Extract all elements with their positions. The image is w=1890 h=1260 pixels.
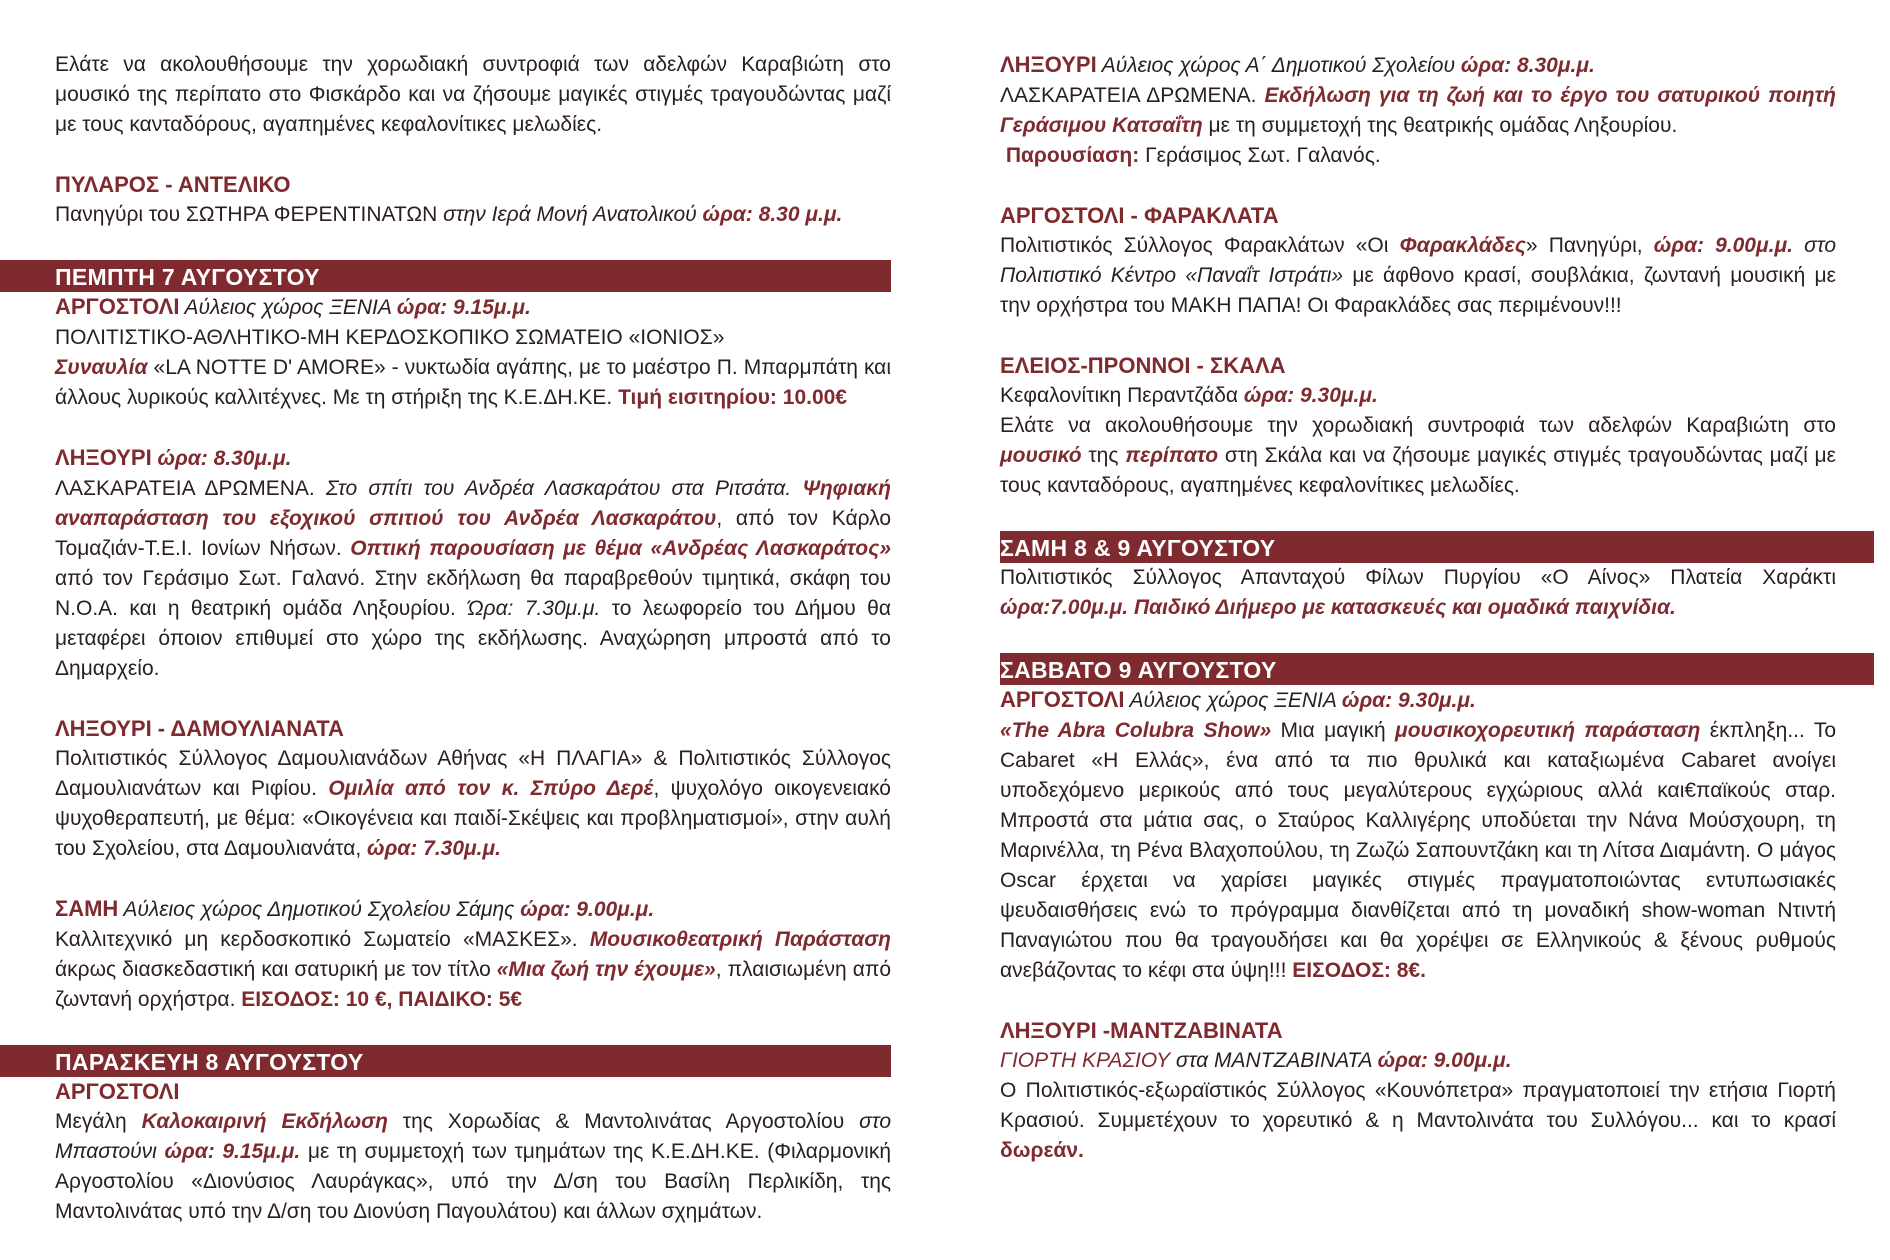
event-description: Καλλιτεχνικό μη κερδοσκοπικό Σωματείο «ΜΑΣΚΕΣ». Μουσικοθεατρική Παράσταση άκρως διασκεδαστική και σατυρική με τον τίτλο «Μια ζωή την έχουμε», πλαισιωμένη από ζωντανή ορχήστρα. ΕΙΣΟΔΟΣ: 10 €, ΠΑΙΔΙΚΟ: 5€ <box>55 928 892 1011</box>
event-description: ΛΑΣΚΑΡΑΤΕΙΑ ΔΡΩΜΕΝΑ. Εκδήλωση για τη ζωή και το έργο του σατυρικού ποιητή Γεράσιμου Κατσαΐτη με τη συμμετοχή της θεατρικής ομάδας Ληξουρίου. <box>1000 84 1836 137</box>
event-subtitle: ΓΙΟΡΤΗ ΚΡΑΣΙΟΥ στα ΜΑΝΤΖΑΒΙΝΑΤΑ ώρα: 9.00μ.μ. <box>1000 1049 1512 1072</box>
event-presenter: Παρουσίαση: Γεράσιμος Σωτ. Γαλανός. <box>1005 144 1381 167</box>
event-argostoli-choir <box>55 1077 891 1227</box>
event-description: ΛΑΣΚΑΡΑΤΕΙΑ ΔΡΩΜΕΝΑ. Στο σπίτι του Ανδρέα Λασκαράτου στα Ριτσάτα. Ψηφιακή αναπαράσταση του εξοχικού σπιτιού του Ανδρέα Λασκαράτου, από τον Κάρλο Τομαζιάν-Τ.Ε.Ι. Ιονίων Νήσων. Οπτική παρουσίαση με θέμα «Ανδρέας Λασκαράτος» από τον Γεράσιμο Σωτ. Γαλανό. Στην εκδήλωση θα παραβρεθούν τιμητικά, σκάφη του Ν.Ο.Α. και η θεατρική ομάδα Ληξουρίου. Ώρα: 7.30μ.μ. το λεωφορείο του Δήμου θα μεταφέρει όποιον επιθυμεί στο χώρο της εκδήλωσης. Αναχώρηση μπροστά από το Δημαρχείο. <box>55 477 892 680</box>
event-lixouri-damoulianata <box>55 714 891 864</box>
event-heading-line: ΣΑΜΗ Αύλειος χώρος Δημοτικού Σχολείου Σάμης ώρα: 9.00μ.μ. <box>55 896 655 921</box>
event-description: Ελάτε να ακολουθήσουμε την χορωδιακή συντροφιά των αδελφών Καραβιώτη στο μουσικό της περίπατο στη Σκάλα και να ζήσουμε μαγικές στιγμές τραγουδώντας μαζί με τους κανταδόρους, αγαπημένες κεφαλονίτικες μελωδίες. <box>1000 414 1837 497</box>
day-band-thursday: ΠΕΜΠΤΗ 7 ΑΥΓΟΥΣΤΟΥ <box>0 260 891 292</box>
day-band-friday: ΠΑΡΑΣΚΕΥΗ 8 ΑΥΓΟΥΣΤΟΥ <box>0 1045 891 1077</box>
event-heading: ΑΡΓΟΣΤΟΛΙ - ΦΑΡΑΚΛΑΤΑ <box>1000 203 1279 228</box>
event-heading: ΑΡΓΟΣΤΟΛΙ <box>55 1079 180 1104</box>
day-band-sami: ΣΑΜΗ 8 & 9 ΑΥΓΟΥΣΤΟΥ <box>1000 531 1874 563</box>
event-subtitle: Κεφαλονίτικη Περαντζάδα ώρα: 9.30μ.μ. <box>1000 384 1378 407</box>
event-argostoli-abra-colubra <box>1000 685 1836 986</box>
event-lixouri-laskarateia <box>55 443 891 684</box>
right-column <box>1000 50 1836 1196</box>
event-eleios-skala <box>1000 351 1836 501</box>
event-description: «The Abra Colubra Show» Μια μαγική μουσικοχορευτική παράσταση έκπληξη... Το Cabaret «Η Ελλάς», ένα από τα πιο θρυλικά και καταξιωμένα Cabaret ανοίγει υποδεχόμενο μερικούς από τους μεγαλύτερους εγχώριους αλλά και€παϊκούς σταρ. Μπροστά στα μάτια σας, ο Σταύρος Καλλιγέρης υποδύεται την Νάνα Μούσχουρη, τη Μαρινέλλα, τη Ρένα Βλαχοπούλου, τη Ζωζώ Σαπουντζάκη και τη Λίτσα Διαμάντη. Ο μάγος Oscar έρχεται να χαρίσει μαγικές στιγμές πραγματοποιώντας εντυπωσιακές ψευδαισθήσεις ενώ το πρόγραμμα διανθίζεται από τη μοναδική show-woman Ντιντή Παναγιώτου που θα τραγουδήσει και θα χορέψει σε Ελληνικούς & ξένους ρυθμούς ανεβάζοντας το κέφι στα ύψη!!! ΕΙΣΟΔΟΣ: 8€. <box>1000 719 1837 982</box>
event-pylaros-antheliko <box>55 170 891 230</box>
event-heading-line: ΑΡΓΟΣΤΟΛΙ Αύλειος χώρος ΞΕΝΙΑ ώρα: 9.15μ.μ. <box>55 294 531 319</box>
event-description: Μεγάλη Καλοκαιρινή Εκδήλωση της Χορωδίας & Μαντολινάτας Αργοστολίου στο Μπαστούνι ώρα: 9.15μ.μ. με τη συμμετοχή των τμημάτων της Κ.Ε.ΔΗ.ΚΕ. (Φιλαρμονική Αργοστολίου «Διονύσιος Λαυράγκας», υπό την Δ/ση του Βασίλη Περλικίδη, της Μαντολινάτας υπό την Δ/ση του Διονύση Παγουλάτου) και άλλων σχημάτων. <box>55 1110 892 1223</box>
event-description: Πολιτιστικός Σύλλογος Δαμουλιανάδων Αθήνας «Η ΠΛΑΓΙΑ» & Πολιτιστικός Σύλλογος Δαμουλιανάτων και Ριφίου. Ομιλία από τον κ. Σπύρο Δερέ, ψυχολόγο οικογενειακό ψυχοθεραπευτή, με θέμα: «Οικογένεια και παιδί-Σκέψεις και προβληματισμοί», στην αυλή του Σχολείου, στα Δαμουλιανάτα, ώρα: 7.30μ.μ. <box>55 747 891 860</box>
event-description: Πολιτιστικός Σύλλογος Απανταχού Φίλων Πυργίου «Ο Αίνος» Πλατεία Χαράκτι ώρα:7.00μ.μ. Παιδικό Διήμερο με κατασκευές και ομαδικά παιχνίδια. <box>1000 566 1836 619</box>
event-heading: ΠΥΛΑΡΟΣ - ΑΝΤΕΛΙΚΟ <box>55 172 291 197</box>
event-description: Πανηγύρι του ΣΩΤΗΡΑ ΦΕΡΕΝΤΙΝΑΤΩΝ στην Ιερά Μονή Ανατολικού ώρα: 8.30 μ.μ. <box>55 203 843 226</box>
event-lixouri-mantzavinata <box>1000 1016 1836 1166</box>
event-heading: ΕΛΕΙΟΣ-ΠΡΟΝΝΟΙ - ΣΚΑΛΑ <box>1000 353 1286 378</box>
event-sami-maskes <box>55 894 891 1015</box>
event-description: Ελάτε να ακολουθήσουμε την χορωδιακή συντροφιά των αδελφών Καραβιώτη στο μουσικό της περίπατο στο Φισκάρδο και να ζήσουμε μαγικές στιγμές τραγουδώντας μαζί με τους κανταδόρους, αγαπημένες κεφαλονίτικες μελωδίες. <box>55 53 891 136</box>
event-description: Πολιτιστικός Σύλλογος Φαρακλάτων «Οι Φαρακλάδες» Πανηγύρι, ώρα: 9.00μ.μ. στο Πολιτιστικό Κέντρο «Παναΐτ Ιστράτι» με άφθονο κρασί, σουβλάκια, ζωντανή μουσική με την ορχήστρα του ΜΑΚΗ ΠΑΠΑ! Οι Φαρακλάδες σας περιμένουν!!! <box>1000 234 1837 317</box>
event-heading-line: ΛΗΞΟΥΡΙ ώρα: 8.30μ.μ. <box>55 445 292 470</box>
event-argostoli-faraklata <box>1000 201 1836 321</box>
event-heading-line: ΑΡΓΟΣΤΟΛΙ Αύλειος χώρος ΞΕΝΙΑ ώρα: 9.30μ.μ. <box>1000 687 1476 712</box>
event-heading: ΛΗΞΟΥΡΙ -ΜΑΝΤΖΑΒΙΝΑΤΑ <box>1000 1018 1283 1043</box>
day-band-saturday: ΣΑΒΒΑΤΟ 9 ΑΥΓΟΥΣΤΟΥ <box>1000 653 1874 685</box>
event-description: Ο Πολιτιστικός-εξωραϊστικός Σύλλογος «Κουνόπετρα» πραγματοποιεί την ετήσια Γιορτή Κρασιού. Συμμετέχουν το χορευτικό & η Μαντολινάτα του Συλλόγου... και το κρασί δωρεάν. <box>1000 1079 1836 1162</box>
event-organizer: ΠΟΛΙΤΙΣΤΙΚΟ-ΑΘΛΗΤΙΚΟ-ΜΗ ΚΕΡΔΟΣΚΟΠΙΚΟ ΣΩΜΑΤΕΙΟ «ΙΟΝΙΟΣ» <box>55 326 725 349</box>
event-description: Συναυλία «LA NOTTE D' AMORE» - νυκτωδία αγάπης, με το μαέστρο Π. Μπαρμπάτη και άλλους λυρικούς καλλιτέχνες. Με τη στήριξη της Κ.Ε.ΔΗ.ΚΕ. Τιμή εισιτηρίου: 10.00€ <box>55 356 891 409</box>
event-argostoli-xenia <box>55 292 891 413</box>
event-sami-pyrgi <box>1000 563 1836 623</box>
left-column <box>55 50 891 1257</box>
event-heading-line: ΛΗΞΟΥΡΙ Αύλειος χώρος Α΄ Δημοτικού Σχολείου ώρα: 8.30μ.μ. <box>1000 52 1595 77</box>
event-lixouri-katsaitis <box>1000 50 1836 171</box>
event-heading: ΛΗΞΟΥΡΙ - ΔΑΜΟΥΛΙΑΝΑΤΑ <box>55 716 344 741</box>
event-fiskardo-choir <box>55 50 891 140</box>
